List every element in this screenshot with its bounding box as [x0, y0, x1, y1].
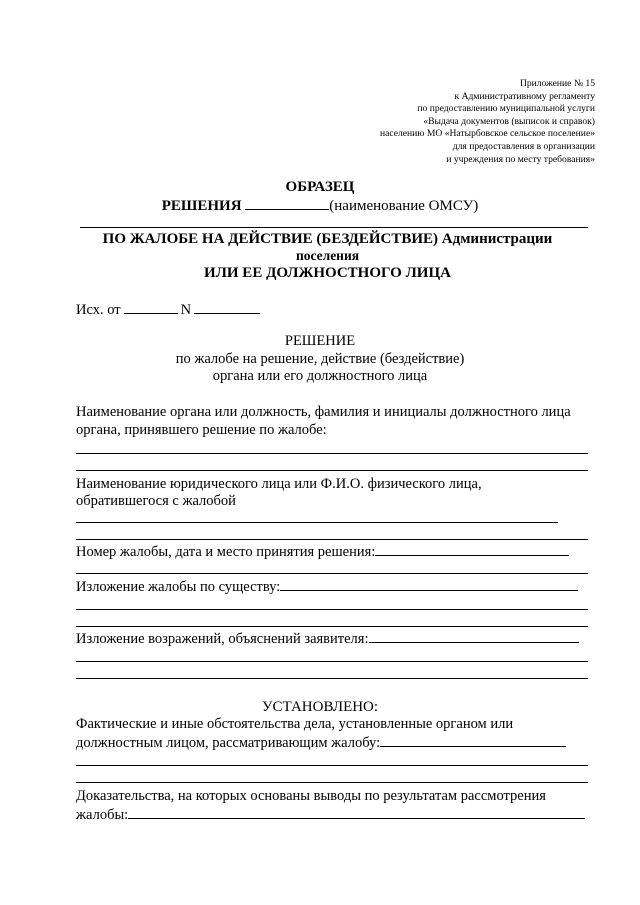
- omsu-note: (наименование ОМСУ): [329, 198, 479, 214]
- evidence-field: [76, 805, 585, 824]
- fill-line: [76, 539, 588, 540]
- objections-field: [76, 629, 579, 648]
- number-sign: N: [180, 302, 192, 318]
- fill-line: [380, 733, 566, 747]
- decision-line-2: органа или его должностного лица: [212, 368, 428, 384]
- appendix-line: Приложение № 15: [519, 78, 595, 89]
- omsu-blank-line: [245, 196, 329, 210]
- decision-block: [0, 333, 640, 386]
- fill-line: [76, 661, 588, 662]
- decision-caps: РЕШЕНИЯ: [161, 198, 242, 214]
- decision-line-1: по жалобе на решение, действие (бездействие): [175, 350, 465, 367]
- fill-line: [369, 629, 579, 643]
- complaint-line-1: ПО ЖАЛОБЕ НА ДЕЙСТВИЕ (БЕЗДЕЙСТВИЕ) Администрации: [102, 231, 553, 247]
- appendix-line: населению МО «Натырбовское сельское поселение»: [379, 128, 595, 140]
- established-title: УСТАНОВЛЕНО:: [261, 699, 379, 715]
- fill-line: [76, 678, 588, 679]
- appendix-line: для предоставления в организации: [452, 140, 595, 152]
- decision-heading: [0, 196, 640, 215]
- complaint-summary-label: Изложение жалобы по существу:: [76, 579, 281, 595]
- appendix-line: по предоставлению муниципальной услуги: [417, 103, 595, 115]
- facts-label-1: Фактические и иные обстоятельства дела, установленные органом или: [76, 716, 514, 732]
- fill-line: [375, 542, 569, 556]
- evidence-label-2: жалобы:: [76, 807, 129, 823]
- complaint-line-3: ИЛИ ЕЕ ДОЛЖНОСТНОГО ЛИЦА: [204, 265, 451, 281]
- outgoing-from-label: Исх. от: [76, 302, 121, 318]
- applicant-label-1: Наименование юридического лица или Ф.И.О. физического лица,: [76, 476, 482, 492]
- evidence-label-1: Доказательства, на которых основаны выводы по результатам рассмотрения: [76, 788, 546, 804]
- fill-line: [76, 609, 588, 610]
- appendix-line: к Административному регламенту: [454, 90, 595, 102]
- fill-line: [280, 577, 578, 591]
- facts-field: [76, 733, 566, 752]
- complaint-number-label: Номер жалобы, дата и место принятия решения:: [76, 544, 376, 560]
- fill-line: [76, 626, 588, 627]
- facts-label-2: должностным лицом, рассматривающим жалобу:: [76, 735, 381, 751]
- objections-label: Изложение возражений, объяснений заявителя:: [76, 631, 369, 647]
- appendix-note: [275, 78, 595, 166]
- fill-line: [76, 453, 588, 454]
- applicant-label-2: обратившегося с жалобой: [76, 493, 236, 509]
- fill-line: [128, 805, 585, 819]
- fill-line: [76, 573, 588, 574]
- divider-line: [80, 227, 588, 228]
- body-name-label-2: органа, принявшего решение по жалобе:: [76, 422, 327, 438]
- outgoing-reference: [76, 301, 260, 319]
- complaint-summary-field: [76, 577, 578, 596]
- fill-line: [76, 470, 588, 471]
- fill-line: [76, 782, 588, 783]
- decision-title: РЕШЕНИЕ: [284, 333, 356, 349]
- fill-line: [76, 765, 588, 766]
- fill-line: [76, 522, 558, 523]
- body-name-label-1: Наименование органа или должность, фамилия и инициалы должностного лица: [76, 404, 571, 420]
- appendix-line: «Выдача документов (выписок и справок): [423, 115, 595, 127]
- complaint-number-field: [76, 542, 569, 561]
- appendix-line: и учреждения по месту требования»: [446, 153, 595, 165]
- date-blank: [124, 301, 178, 314]
- sample-heading: ОБРАЗЕЦ: [285, 179, 355, 195]
- complaint-line-2: поселения: [295, 248, 360, 263]
- number-blank: [194, 301, 260, 314]
- complaint-heading: [80, 230, 575, 282]
